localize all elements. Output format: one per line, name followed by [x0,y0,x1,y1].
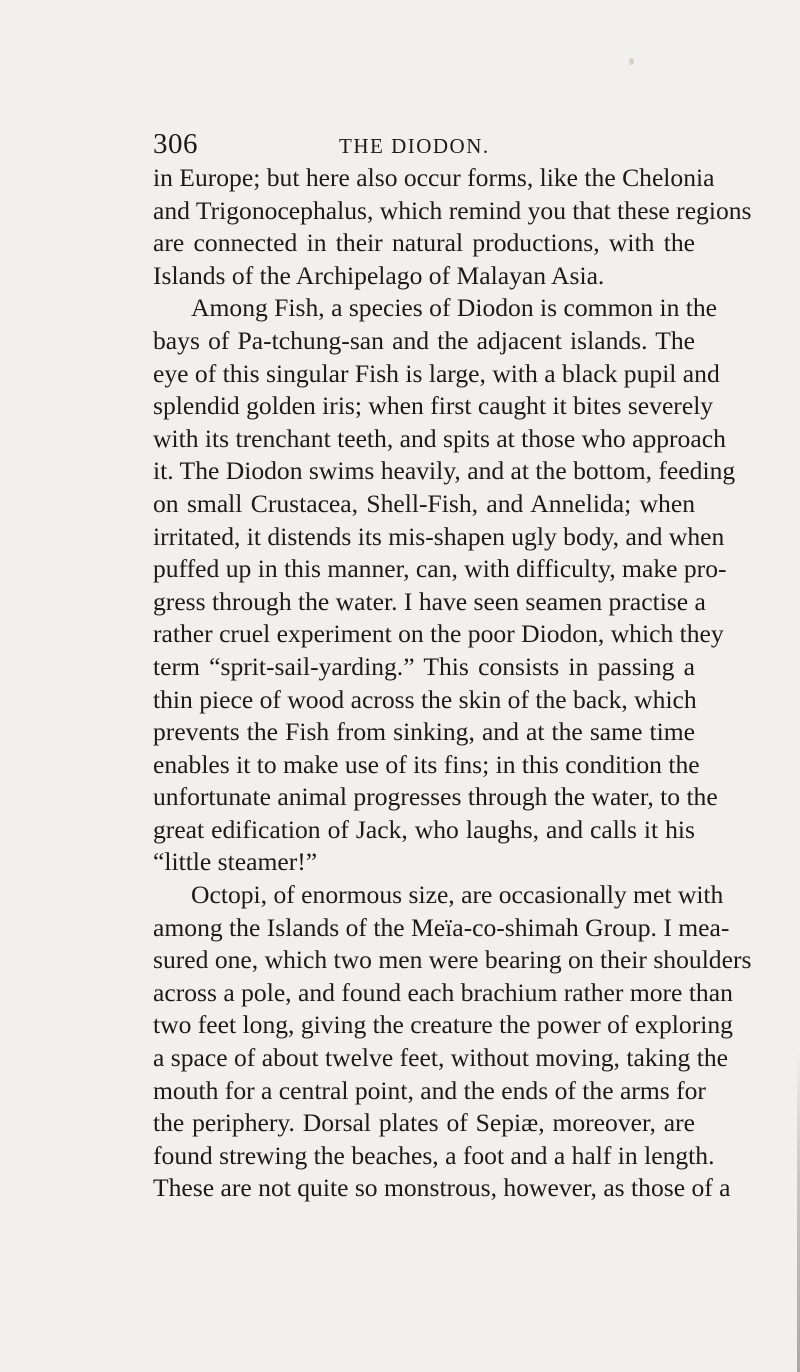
text-line: the periphery. Dorsal plates of Sepiæ, moreover, are [153,1108,695,1138]
text-line: bays of Pa-tchung-san and the adjacent islands. The [153,325,695,355]
text-line: a space of about twelve feet, without moving, taking the [153,1043,728,1073]
paper-speck [629,58,634,65]
text-line: among the Islands of the Meïa-co-shimah Group. I mea- [153,912,730,942]
text-line: two feet long, giving the creature the power of exploring [153,1010,733,1040]
text-line: across a pole, and found each brachium rather more than [153,977,733,1007]
text-line: in Europe; but here also occur forms, like the Chelonia [153,163,715,192]
text-line: sured one, which two men were bearing on their shoulders [153,945,752,975]
text-line: with its trenchant teeth, and spits at those who approach [153,423,726,453]
text-line: Islands of the Archipelago of Malayan Asia. [153,260,605,290]
text-line: it. The Diodon swims heavily, and at the bottom, feeding [153,456,736,486]
page-header [153,128,695,164]
text-line: term “sprit-sail-yarding.” This consists in passing a [153,651,695,681]
text-line: are connected in their natural productions, with the [153,228,695,258]
running-head: THE DIODON. [339,134,490,158]
text-line: rather cruel experiment on the poor Diodon, which they [153,619,724,649]
text-line: and Trigonocephalus, which remind you that these regions [153,195,752,225]
text-line: irritated, it distends its mis-shapen ugly body, and when [153,521,725,551]
page-number: 306 [153,128,198,160]
text-line: found strewing the beaches, a foot and a half in length. [153,1140,715,1170]
text-line: unfortunate animal progresses through the water, to the [153,782,718,812]
text-line: Among Fish, a species of Diodon is common in the [191,293,718,323]
text-line: puffed up in this manner, can, with difficulty, make pro- [153,554,727,584]
text-line: thin piece of wood across the skin of the back, which [153,684,697,714]
text-line: splendid golden iris; when first caught it bites severely [153,391,714,421]
text-line: eye of this singular Fish is large, with a black pupil and [153,358,720,388]
text-line: mouth for a central point, and the ends of the arms for [153,1075,706,1105]
body-text [153,162,752,1205]
text-line: Octopi, of enormous size, are occasionally met with [191,880,724,910]
text-line: prevents the Fish from sinking, and at the same time [153,717,695,747]
text-line: on small Crustacea, Shell-Fish, and Annelida; when [153,488,695,518]
text-line: enables it to make use of its fins; in this condition the [153,749,700,779]
text-line: “little steamer!” [153,847,318,877]
text-line: These are not quite so monstrous, however, as those of a [153,1173,731,1203]
text-line: great edification of Jack, who laughs, and calls it his [153,814,695,844]
text-line: gress through the water. I have seen seamen practise a [153,586,706,616]
